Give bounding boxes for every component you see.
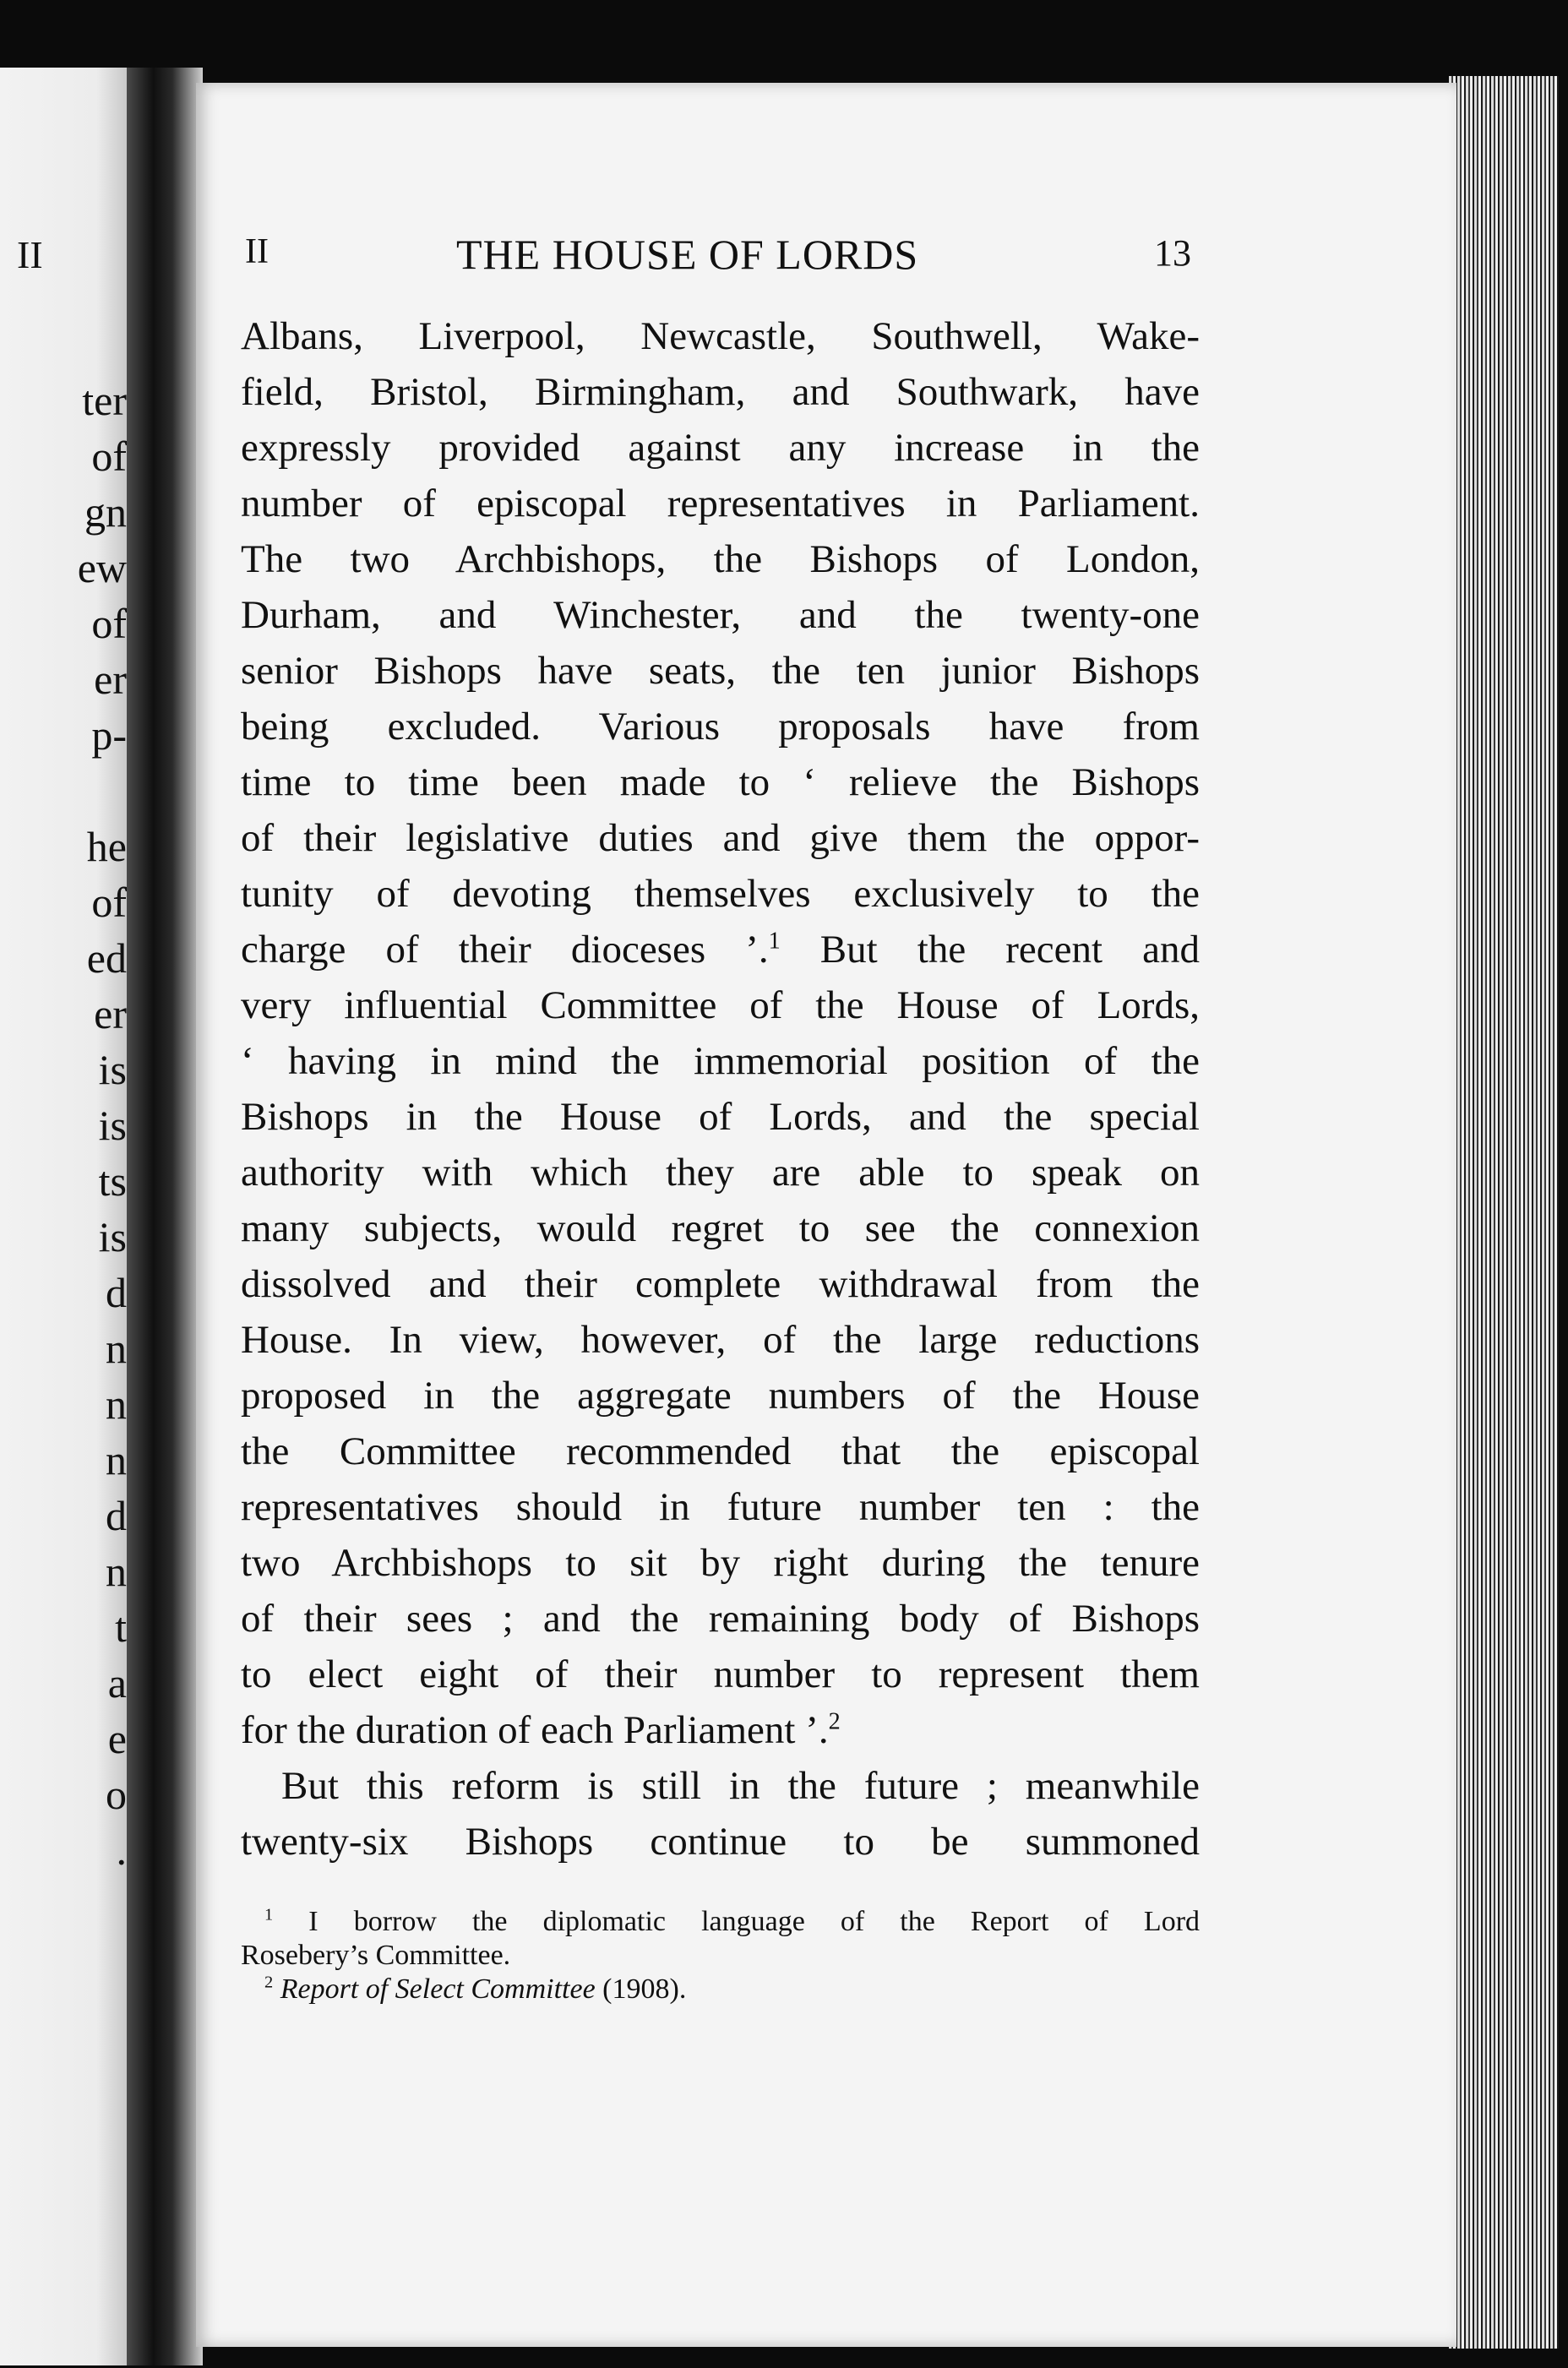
footnote-year: (1908). — [602, 1973, 687, 2005]
left-fragment: ed — [86, 934, 127, 982]
text-line: ‘ having in mind the immemorial position of the — [241, 1039, 1200, 1083]
text-line: of their legislative duties and give them the oppor- — [241, 816, 1200, 860]
left-fragment: e — [107, 1715, 127, 1762]
text-line: number of episcopal representatives in Parliament. — [241, 482, 1200, 525]
left-fragment: ew — [77, 544, 127, 591]
left-fragment: ts — [98, 1157, 127, 1205]
left-fragment: he — [86, 823, 127, 870]
text-line: proposed in the aggregate numbers of the House — [241, 1374, 1200, 1418]
text-line: representatives should in future number ten : the — [241, 1485, 1200, 1529]
left-fragment: d — [106, 1492, 127, 1539]
footnote-2 — [264, 1973, 1200, 2006]
left-fragment: n — [106, 1436, 127, 1483]
text-line: House. In view, however, of the large reductions — [241, 1318, 1200, 1362]
left-fragment: is — [98, 1046, 127, 1093]
book-gutter — [127, 68, 203, 2365]
left-fragment: o — [106, 1771, 127, 1818]
left-fragment: er — [94, 990, 127, 1037]
text-line: time to time been made to ‘ relieve the Bishops — [241, 760, 1200, 804]
text-line: very influential Committee of the House of Lords, — [241, 983, 1200, 1027]
footnote-number: 2 — [264, 1973, 274, 1992]
left-fragment: . — [116, 1826, 127, 1874]
text-line: tunity of devoting themselves exclusively to the — [241, 872, 1200, 916]
text-line-with-footnote — [241, 922, 1200, 977]
left-running-head: II — [17, 233, 43, 276]
text-line: expressly provided against any increase in the — [241, 426, 1200, 470]
left-fragment: is — [98, 1102, 127, 1149]
footnote-number: 1 — [264, 1905, 274, 1924]
text-line-with-footnote — [241, 1702, 1200, 1758]
footnote-1-continued: Rosebery’s Committee. — [241, 1940, 511, 1971]
left-fragment: n — [106, 1548, 127, 1595]
left-fragment: t — [115, 1603, 127, 1651]
footnote-1 — [264, 1905, 1200, 1939]
text-segment: charge of their dioceses ’. — [241, 928, 769, 972]
left-fragment: of — [91, 433, 127, 480]
footnote-report-title: Report of Select Committee — [280, 1973, 596, 2005]
text-line: The two Archbishops, the Bishops of London, — [241, 537, 1200, 581]
text-line: two Archbishops to sit by right during the tenure — [241, 1541, 1200, 1585]
footnote-marker-2: 2 — [828, 1708, 841, 1735]
text-line: Albans, Liverpool, Newcastle, Southwell, Wake- — [241, 314, 1200, 358]
left-fragment: d — [106, 1269, 127, 1316]
text-line: field, Bristol, Birmingham, and Southwark, have — [241, 370, 1200, 414]
footnote-text: I borrow the diplomatic language of the Report of Lord — [308, 1906, 1200, 1937]
chapter-number: II — [245, 232, 269, 271]
running-title: THE HOUSE OF LORDS — [456, 231, 919, 278]
left-fragment: gn — [84, 488, 127, 536]
text-line: twenty-six Bishops continue to be summoned — [241, 1820, 1200, 1864]
text-line: of their sees ; and the remaining body of Bishops — [241, 1597, 1200, 1641]
left-fragment: n — [106, 1325, 127, 1372]
left-fragment: n — [106, 1380, 127, 1428]
text-line: authority with which they are able to speak on — [241, 1151, 1200, 1195]
text-line: the Committee recommended that the episcopal — [241, 1429, 1200, 1473]
text-line: senior Bishops have seats, the ten junior Bishops — [241, 649, 1200, 693]
footnote-marker-1: 1 — [768, 928, 781, 955]
running-header — [245, 230, 1200, 289]
left-fragment: p- — [91, 711, 127, 759]
left-fragment: of — [91, 879, 127, 926]
left-fragment: ter — [82, 377, 127, 424]
text-line: dissolved and their complete withdrawal from the — [241, 1262, 1200, 1306]
text-line: Bishops in the House of Lords, and the special — [241, 1095, 1200, 1139]
text-segment: But the recent and — [819, 928, 1200, 972]
text-line: But this reform is still in the future ; meanwhile — [281, 1764, 1200, 1808]
left-fragment: is — [98, 1213, 127, 1260]
text-line: many subjects, would regret to see the connexion — [241, 1206, 1200, 1250]
text-segment: for the duration of each Parliament ’. — [241, 1708, 829, 1752]
left-fragment: of — [91, 600, 127, 647]
text-line: Durham, and Winchester, and the twenty-one — [241, 593, 1200, 637]
text-line: being excluded. Various proposals have from — [241, 705, 1200, 749]
left-fragment: er — [94, 656, 127, 703]
text-line: to elect eight of their number to represent them — [241, 1652, 1200, 1696]
page-edges — [1449, 76, 1559, 2349]
page-number: 13 — [1154, 232, 1191, 274]
left-fragment: a — [107, 1659, 127, 1707]
